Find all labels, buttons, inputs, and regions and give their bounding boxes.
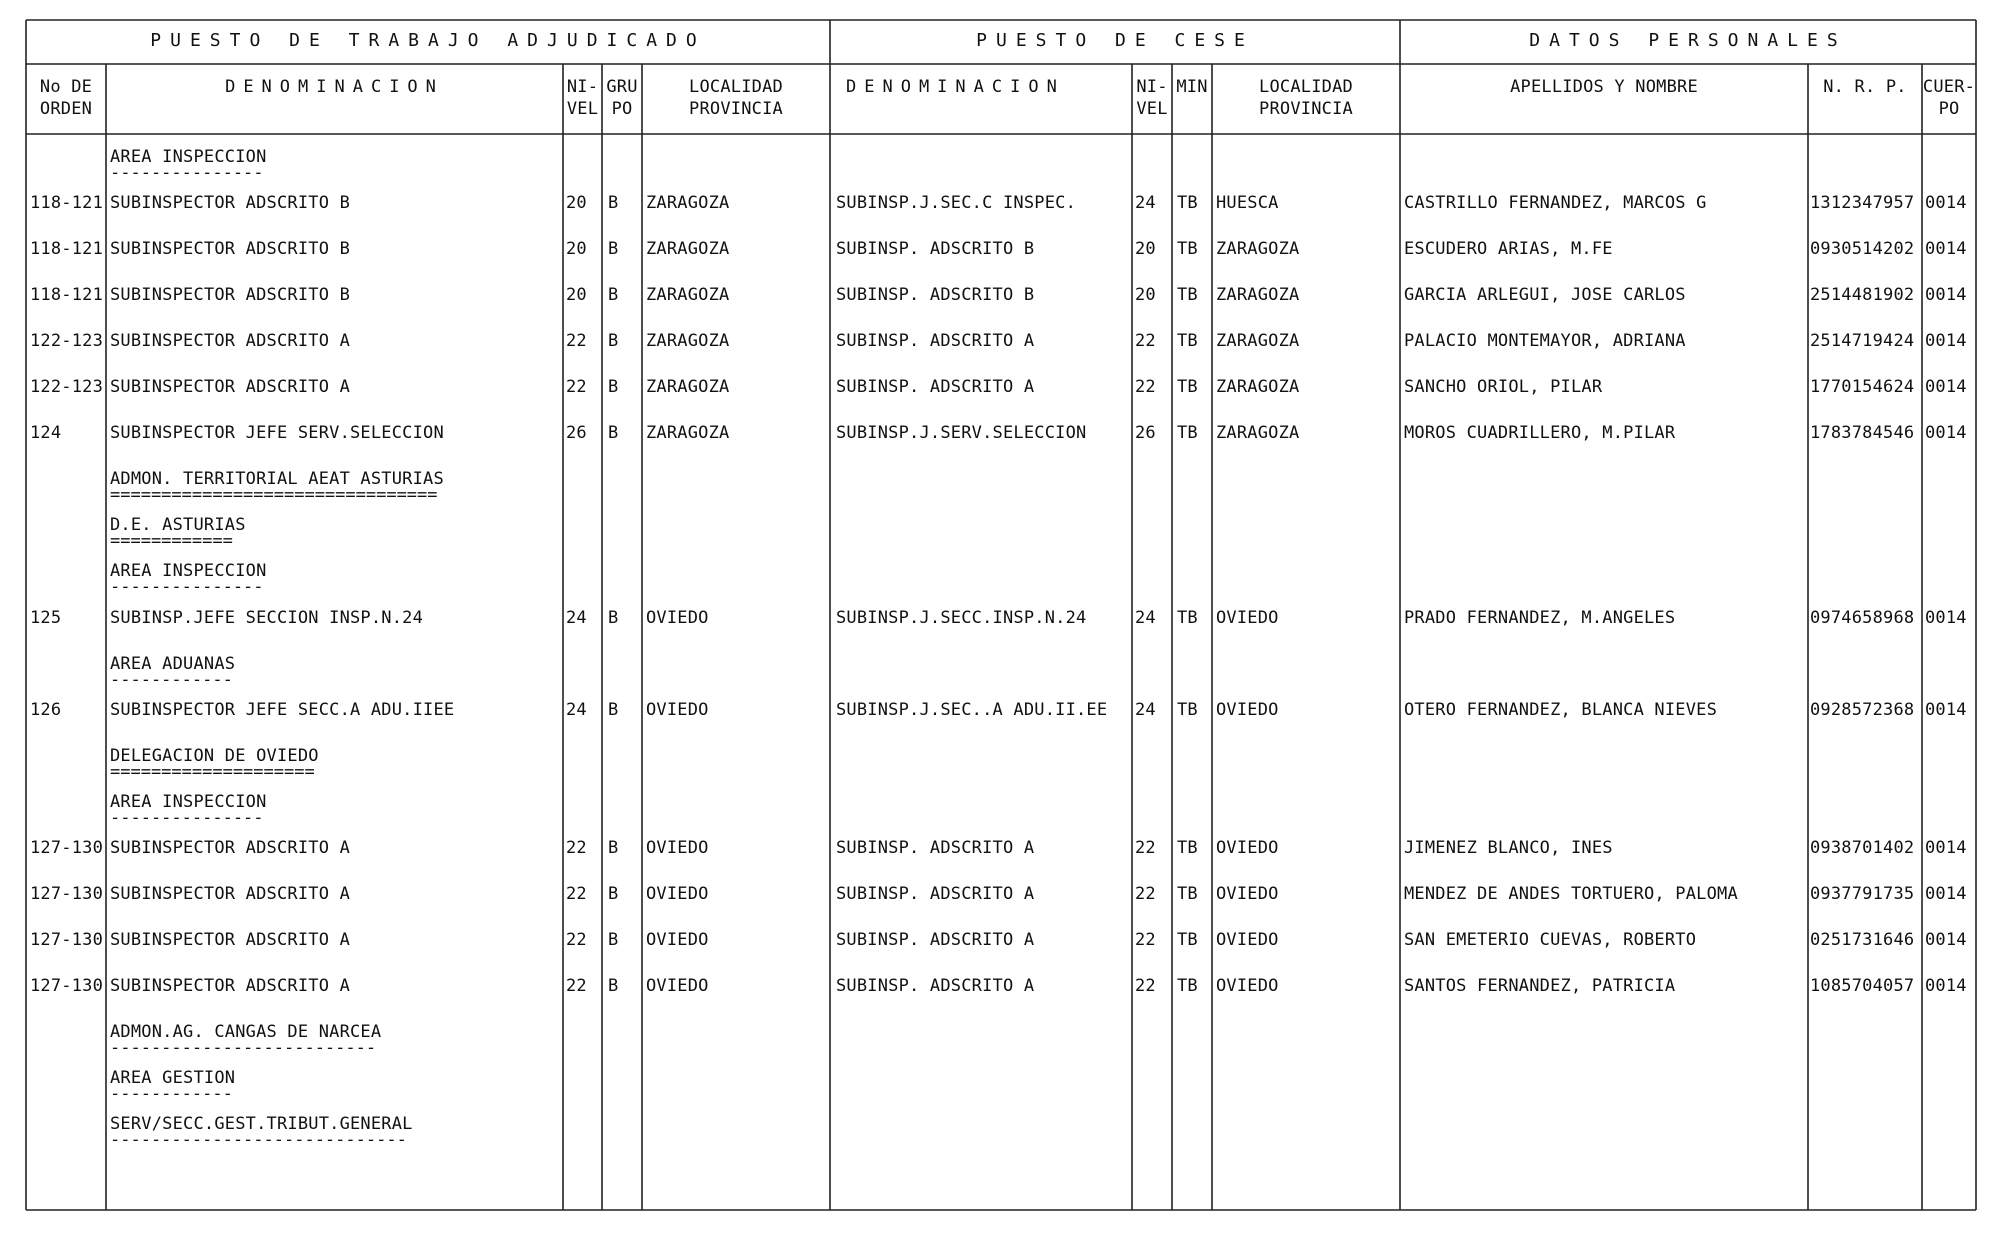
cell-localidad2: OVIEDO [1216, 975, 1279, 996]
col-header-denominacion: DENOMINACION [225, 77, 444, 97]
cell-nrp: 1312347957 [1810, 193, 1915, 214]
section-underline: ==================== [110, 761, 315, 782]
cell-nombre: JIMENEZ BLANCO, INES [1404, 837, 1613, 858]
section-underline: --------------- [110, 163, 264, 183]
section-heading: AREA INSPECCION [110, 561, 267, 582]
cell-nrp: 0251731646 [1810, 929, 1915, 950]
cell-grupo: B [608, 699, 619, 720]
col-header-apellidos-nombre: APELLIDOS Y NOMBRE [1510, 77, 1698, 97]
cell-nrp: 0937791735 [1810, 883, 1915, 904]
col-header-localidad-cese-1: LOCALIDAD [1259, 77, 1353, 97]
section-heading: AREA ADUANAS [110, 653, 236, 674]
cell-orden: 127-130 [30, 929, 104, 950]
cell-nivel2: 22 [1135, 331, 1156, 352]
cell-min: TB [1177, 883, 1198, 904]
cell-denom: SUBINSPECTOR ADSCRITO B [110, 193, 351, 214]
cell-nrp: 0974658968 [1810, 607, 1915, 628]
cell-orden: 118-121 [30, 193, 104, 214]
cell-grupo: B [608, 929, 619, 950]
cell-grupo: B [608, 193, 619, 214]
cell-nombre: ESCUDERO ARIAS, M.FE [1404, 239, 1613, 260]
cell-nombre: CASTRILLO FERNANDEZ, MARCOS G [1404, 193, 1707, 214]
cell-orden: 127-130 [30, 883, 104, 904]
cell-nrp: 1085704057 [1810, 975, 1915, 996]
cell-orden: 122-123 [30, 377, 104, 398]
cell-localidad: OVIEDO [646, 607, 709, 628]
cell-min: TB [1177, 193, 1198, 214]
cell-nombre: SANTOS FERNANDEZ, PATRICIA [1404, 975, 1676, 996]
section-underline: ============ [110, 531, 233, 552]
col-header-cuerpo-2: PO [1938, 99, 1960, 119]
cell-localidad2: OVIEDO [1216, 929, 1279, 950]
cell-nivel2: 26 [1135, 423, 1156, 444]
col-header-nivel-1: NI- [566, 77, 599, 97]
cell-denom2: SUBINSP. ADSCRITO A [836, 883, 1035, 904]
cell-denom: SUBINSPECTOR ADSCRITO A [110, 377, 351, 398]
cell-grupo: B [608, 607, 619, 628]
cell-orden: 127-130 [30, 837, 104, 858]
section-heading: D.E. ASTURIAS [110, 515, 246, 536]
cell-orden: 122-123 [30, 331, 104, 352]
col-header-grupo-1: GRU [606, 77, 638, 97]
cell-nivel2: 22 [1135, 883, 1156, 904]
section-underline: --------------- [110, 807, 264, 828]
cell-nombre: PRADO FERNANDEZ, M.ANGELES [1404, 607, 1676, 628]
cell-denom: SUBINSPECTOR ADSCRITO A [110, 837, 351, 858]
col-header-cuerpo-1: CUER- [1922, 77, 1976, 97]
cell-orden: 125 [30, 607, 62, 628]
cell-localidad2: ZARAGOZA [1216, 331, 1300, 352]
cell-nivel2: 22 [1135, 377, 1156, 398]
cell-denom: SUBINSPECTOR ADSCRITO B [110, 239, 351, 260]
cell-nombre: OTERO FERNANDEZ, BLANCA NIEVES [1404, 699, 1718, 720]
cell-nivel: 24 [566, 699, 587, 720]
cell-min: TB [1177, 331, 1198, 352]
section-heading: AREA GESTION [110, 1068, 236, 1088]
section-heading: SERV/SECC.GEST.TRIBUT.GENERAL [110, 1114, 413, 1135]
header-puesto-adjudicado: PUESTO DE TRABAJO ADJUDICADO [150, 30, 706, 51]
cell-denom2: SUBINSP. ADSCRITO A [836, 837, 1035, 858]
cell-nivel2: 22 [1135, 837, 1156, 858]
cell-nivel: 22 [566, 883, 587, 904]
section-underline: ================================ [110, 485, 438, 506]
cell-grupo: B [608, 837, 619, 858]
section-underline: -------------------------- [110, 1037, 377, 1058]
cell-localidad2: HUESCA [1216, 193, 1279, 214]
section-underline: ----------------------------- [110, 1130, 407, 1151]
cell-nombre: SAN EMETERIO CUEVAS, ROBERTO [1404, 929, 1697, 950]
cell-denom2: SUBINSP.J.SERV.SELECCION [836, 423, 1087, 444]
cell-localidad2: ZARAGOZA [1216, 285, 1300, 306]
cell-denom: SUBINSPECTOR ADSCRITO A [110, 331, 351, 352]
cell-cuerpo: 0014 [1925, 883, 1967, 904]
cell-denom2: SUBINSP.J.SECC.INSP.N.24 [836, 607, 1087, 628]
cell-denom: SUBINSPECTOR ADSCRITO A [110, 929, 351, 950]
cell-nivel: 24 [566, 607, 587, 628]
cell-nrp: 2514481902 [1810, 285, 1915, 306]
cell-cuerpo: 0014 [1925, 929, 1967, 950]
col-header-nivel-cese-1: NI- [1136, 77, 1168, 97]
cell-localidad2: OVIEDO [1216, 699, 1279, 720]
cell-denom: SUBINSPECTOR ADSCRITO B [110, 285, 351, 306]
cell-denom: SUBINSPECTOR ADSCRITO A [110, 883, 351, 904]
col-header-nivel-2: VEL [566, 99, 599, 119]
cell-nivel2: 20 [1135, 239, 1156, 260]
cell-min: TB [1177, 285, 1198, 306]
cell-nombre: MENDEZ DE ANDES TORTUERO, PALOMA [1404, 883, 1738, 904]
section-underline: ------------ [110, 669, 233, 690]
section-underline: ------------ [110, 1084, 233, 1104]
cell-cuerpo: 0014 [1925, 837, 1967, 858]
cell-min: TB [1177, 607, 1198, 628]
cell-nivel: 20 [566, 285, 587, 306]
section-heading: AREA INSPECCION [110, 791, 267, 812]
cell-min: TB [1177, 423, 1198, 444]
cell-min: TB [1177, 699, 1198, 720]
cell-nrp: 0930514202 [1810, 239, 1915, 260]
cell-grupo: B [608, 377, 619, 398]
cell-grupo: B [608, 285, 619, 306]
cell-denom: SUBINSPECTOR JEFE SECC.A ADU.IIEE [110, 699, 455, 720]
cell-cuerpo: 0014 [1925, 975, 1967, 996]
cell-localidad: ZARAGOZA [646, 193, 730, 214]
section-heading: AREA INSPECCION [110, 147, 267, 167]
cell-grupo: B [608, 331, 619, 352]
header-puesto-cese: PUESTO DE CESE [976, 30, 1254, 51]
cell-denom2: SUBINSP.J.SEC.C INSPEC. [836, 193, 1077, 214]
cell-cuerpo: 0014 [1925, 377, 1967, 398]
cell-nrp: 1783784546 [1810, 423, 1915, 444]
cell-localidad: ZARAGOZA [646, 423, 730, 444]
cell-denom2: SUBINSP. ADSCRITO A [836, 331, 1035, 352]
cell-localidad: OVIEDO [646, 975, 709, 996]
cell-denom2: SUBINSP. ADSCRITO A [836, 975, 1035, 996]
cell-denom: SUBINSP.JEFE SECCION INSP.N.24 [110, 607, 424, 628]
cell-localidad: ZARAGOZA [646, 377, 730, 398]
cell-denom2: SUBINSP.J.SEC..A ADU.II.EE [836, 699, 1108, 720]
cell-nivel2: 22 [1135, 929, 1156, 950]
cell-denom: SUBINSPECTOR JEFE SERV.SELECCION [110, 423, 444, 444]
cell-localidad2: OVIEDO [1216, 837, 1279, 858]
cell-min: TB [1177, 377, 1198, 398]
cell-cuerpo: 0014 [1925, 331, 1967, 352]
cell-orden: 118-121 [30, 285, 104, 306]
cell-grupo: B [608, 883, 619, 904]
cell-cuerpo: 0014 [1925, 423, 1967, 444]
col-header-nrp: N. R. P. [1823, 77, 1907, 97]
cell-orden: 126 [30, 699, 62, 720]
cell-nombre: SANCHO ORIOL, PILAR [1404, 377, 1603, 398]
cell-cuerpo: 0014 [1925, 607, 1967, 628]
cell-nivel: 22 [566, 377, 587, 398]
cell-denom: SUBINSPECTOR ADSCRITO A [110, 975, 351, 996]
cell-nivel: 22 [566, 837, 587, 858]
cell-min: TB [1177, 929, 1198, 950]
cell-nivel: 22 [566, 929, 587, 950]
cell-nombre: MOROS CUADRILLERO, M.PILAR [1404, 423, 1676, 444]
header-datos-personales: DATOS PERSONALES [1529, 30, 1847, 51]
cell-orden: 127-130 [30, 975, 104, 996]
cell-localidad2: OVIEDO [1216, 883, 1279, 904]
col-header-grupo-2: PO [611, 99, 633, 119]
cell-nivel2: 24 [1135, 193, 1156, 214]
cell-nivel: 26 [566, 423, 587, 444]
cell-nombre: PALACIO MONTEMAYOR, ADRIANA [1404, 331, 1686, 352]
cell-nivel2: 20 [1135, 285, 1156, 306]
cell-localidad2: ZARAGOZA [1216, 239, 1300, 260]
cell-localidad2: ZARAGOZA [1216, 377, 1300, 398]
col-header-localidad-2: PROVINCIA [689, 99, 783, 119]
cell-nrp: 0928572368 [1810, 699, 1915, 720]
cell-min: TB [1177, 975, 1198, 996]
cell-nrp: 2514719424 [1810, 331, 1915, 352]
cell-nombre: GARCIA ARLEGUI, JOSE CARLOS [1404, 285, 1686, 306]
section-heading: ADMON.AG. CANGAS DE NARCEA [110, 1021, 382, 1042]
cell-localidad: OVIEDO [646, 929, 709, 950]
section-heading: DELEGACION DE OVIEDO [110, 745, 319, 766]
cell-grupo: B [608, 423, 619, 444]
section-heading: ADMON. TERRITORIAL AEAT ASTURIAS [110, 469, 444, 490]
cell-localidad2: ZARAGOZA [1216, 423, 1300, 444]
section-underline: --------------- [110, 577, 264, 598]
cell-localidad: ZARAGOZA [646, 331, 730, 352]
cell-denom2: SUBINSP. ADSCRITO B [836, 239, 1035, 260]
cell-grupo: B [608, 975, 619, 996]
cell-cuerpo: 0014 [1925, 699, 1967, 720]
col-header-localidad-1: LOCALIDAD [689, 77, 783, 97]
cell-grupo: B [608, 239, 619, 260]
cell-cuerpo: 0014 [1925, 239, 1967, 260]
cell-nivel: 22 [566, 331, 587, 352]
col-header-denominacion-cese: DENOMINACION [846, 77, 1065, 97]
cell-localidad: OVIEDO [646, 699, 709, 720]
cell-localidad: OVIEDO [646, 883, 709, 904]
cell-orden: 118-121 [30, 239, 104, 260]
cell-localidad: ZARAGOZA [646, 285, 730, 306]
cell-nivel: 22 [566, 975, 587, 996]
cell-nivel: 20 [566, 193, 587, 214]
cell-nivel2: 24 [1135, 607, 1156, 628]
cell-localidad2: OVIEDO [1216, 607, 1279, 628]
col-header-min: MIN [1176, 77, 1208, 97]
cell-localidad: ZARAGOZA [646, 239, 730, 260]
col-header-orden-1: No DE [39, 77, 93, 97]
col-header-orden-2: ORDEN [39, 99, 93, 119]
col-header-nivel-cese-2: VEL [1136, 99, 1168, 119]
cell-localidad: OVIEDO [646, 837, 709, 858]
cell-denom2: SUBINSP. ADSCRITO B [836, 285, 1035, 306]
cell-min: TB [1177, 837, 1198, 858]
cell-nrp: 0938701402 [1810, 837, 1915, 858]
cell-nivel2: 22 [1135, 975, 1156, 996]
cell-min: TB [1177, 239, 1198, 260]
cell-cuerpo: 0014 [1925, 285, 1967, 306]
col-header-localidad-cese-2: PROVINCIA [1259, 99, 1353, 119]
cell-nrp: 1770154624 [1810, 377, 1915, 398]
cell-cuerpo: 0014 [1925, 193, 1967, 214]
cell-denom2: SUBINSP. ADSCRITO A [836, 377, 1035, 398]
cell-denom2: SUBINSP. ADSCRITO A [836, 929, 1035, 950]
cell-orden: 124 [30, 423, 62, 444]
cell-nivel: 20 [566, 239, 587, 260]
cell-nivel2: 24 [1135, 699, 1156, 720]
